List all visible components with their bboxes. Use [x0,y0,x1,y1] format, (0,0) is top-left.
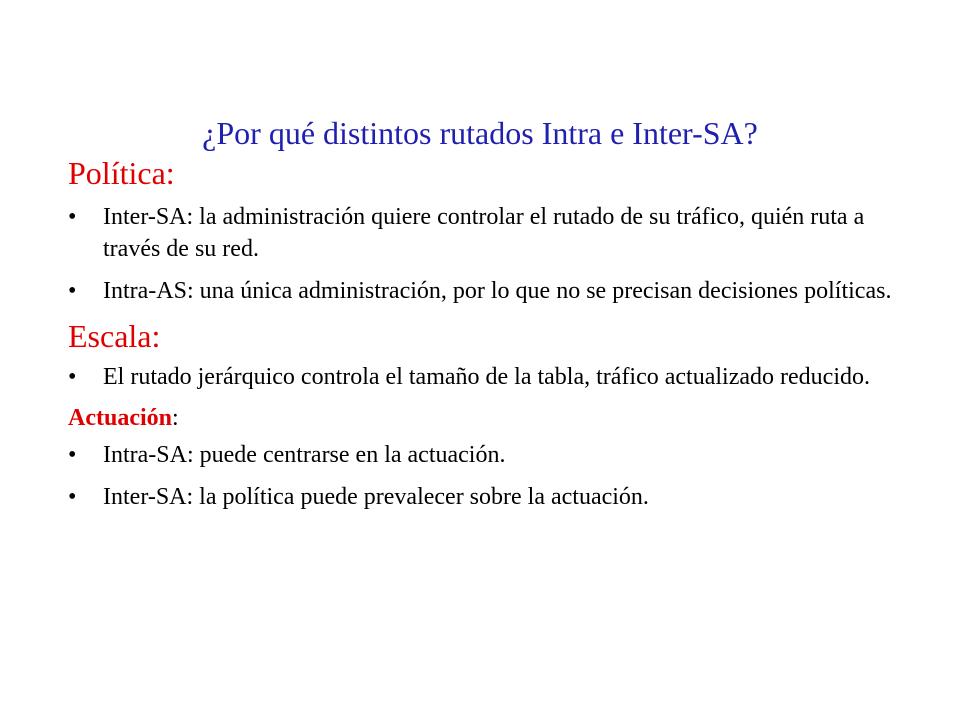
slide-title: ¿Por qué distintos rutados Intra e Inter-SA? [202,115,758,151]
bullet-text: Inter-SA: la política puede prevalecer sobre la actuación. [103,484,649,510]
bullet-marker: • [68,278,77,304]
bullet-text: Intra-AS: una única administración, por lo que no se precisan decisiones políticas. [103,278,892,304]
bullet-text: Inter-SA: la administración quiere controlar el rutado de su tráfico, quién ruta a través de su red. [103,204,865,262]
section-heading-actuacion [68,403,898,433]
actuacion-colon: : [172,405,179,431]
actuacion-label: Actuación [68,405,172,431]
bullet-text: El rutado jerárquico controla el tamaño de la tabla, tráfico actualizado reducido. [103,364,870,390]
bullet-item [68,201,898,265]
bullet-list-escala [68,361,898,393]
bullet-marker: • [68,204,77,230]
bullet-item [68,439,898,471]
bullet-marker: • [68,484,77,510]
bullet-item [68,481,898,513]
section-heading-escala: Escala: [68,318,161,354]
bullet-marker: • [68,442,77,468]
bullet-item [68,361,898,393]
bullet-list-politica [68,201,898,307]
bullet-text: Intra-SA: puede centrarse en la actuación. [103,442,506,468]
bullet-list-actuacion [68,439,898,513]
slide-content [68,153,898,513]
bullet-item [68,275,898,307]
section-heading-politica: Política: [68,155,175,191]
bullet-marker: • [68,364,77,390]
